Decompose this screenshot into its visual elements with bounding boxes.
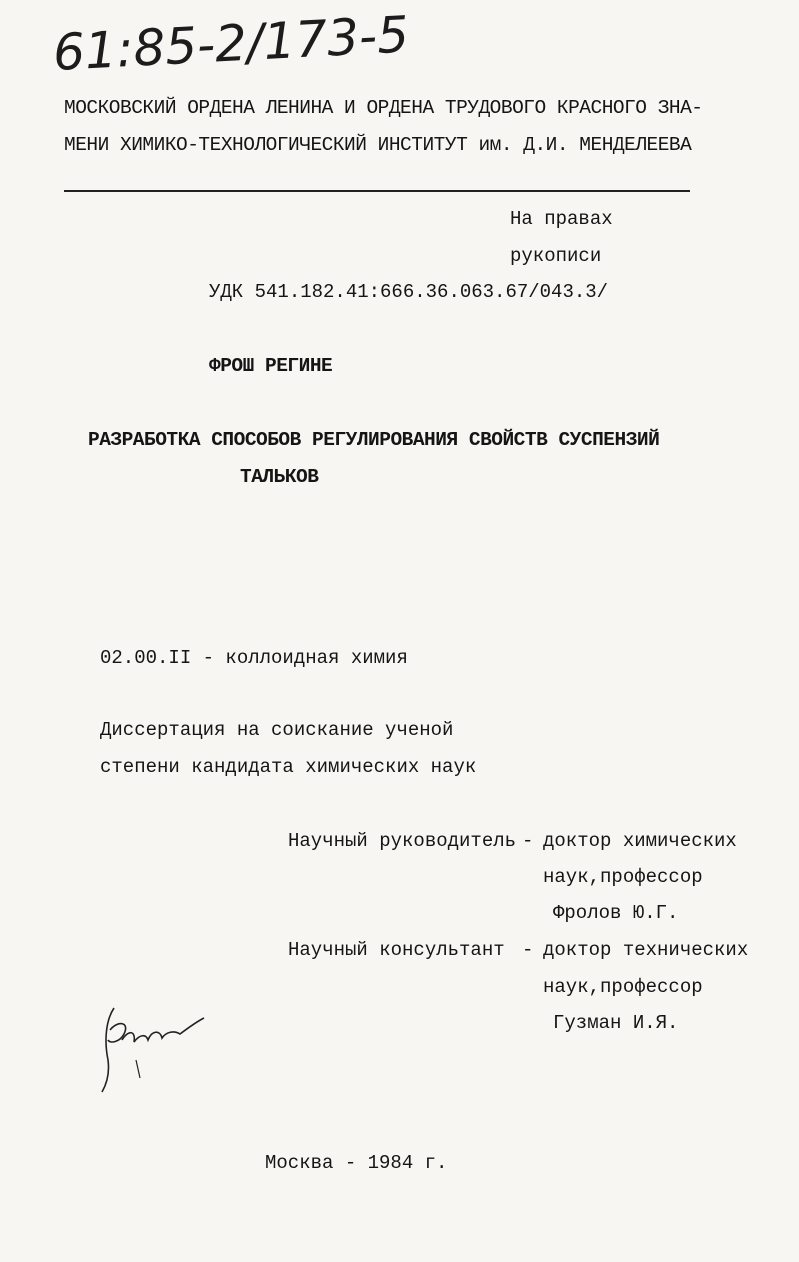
institution-line-1: МОСКОВСКИЙ ОРДЕНА ЛЕНИНА И ОРДЕНА ТРУДОВОГО КРАСНОГО ЗНА- [64, 97, 703, 119]
rights-line-2: рукописи [510, 245, 602, 267]
udk-code: УДК 541.182.41:666.36.063.67/043.3/ [209, 281, 609, 303]
supervisor-name: Фролов Ю.Г. [553, 902, 679, 924]
supervisor-dash: - [522, 830, 534, 852]
stamp-text: 61:85-2/173-5 [51, 5, 411, 82]
place-and-year: Москва - 1984 г. [265, 1152, 448, 1174]
consultant-title-line-2: наук,профессор [543, 976, 703, 998]
rights-line-1: На правах [510, 208, 613, 230]
handwritten-archive-stamp [50, 5, 411, 88]
consultant-role: Научный консультант [288, 939, 505, 961]
specialty: 02.00.II - коллоидная химия [100, 647, 408, 669]
handwritten-signature [96, 1000, 216, 1100]
degree-line-2: степени кандидата химических наук [100, 756, 477, 778]
title-line-1: РАЗРАБОТКА СПОСОБОВ РЕГУЛИРОВАНИЯ СВОЙСТВ СУСПЕНЗИЙ [88, 429, 660, 451]
consultant-name: Гузман И.Я. [553, 1012, 679, 1034]
author-name: ФРОШ РЕГИНЕ [209, 355, 333, 377]
consultant-dash: - [522, 939, 534, 961]
institution-line-2: МЕНИ ХИМИКО-ТЕХНОЛОГИЧЕСКИЙ ИНСТИТУТ им. Д.И. МЕНДЕЛЕЕВА [64, 134, 692, 156]
degree-line-1: Диссертация на соискание ученой [100, 719, 454, 741]
supervisor-role: Научный руководитель [288, 830, 517, 852]
supervisor-title-line-1: доктор химических [543, 830, 737, 852]
supervisor-title-line-2: наук,профессор [543, 866, 703, 888]
header-divider [64, 190, 690, 192]
consultant-title-line-1: доктор технических [543, 939, 749, 961]
title-line-2: ТАЛЬКОВ [240, 466, 319, 488]
